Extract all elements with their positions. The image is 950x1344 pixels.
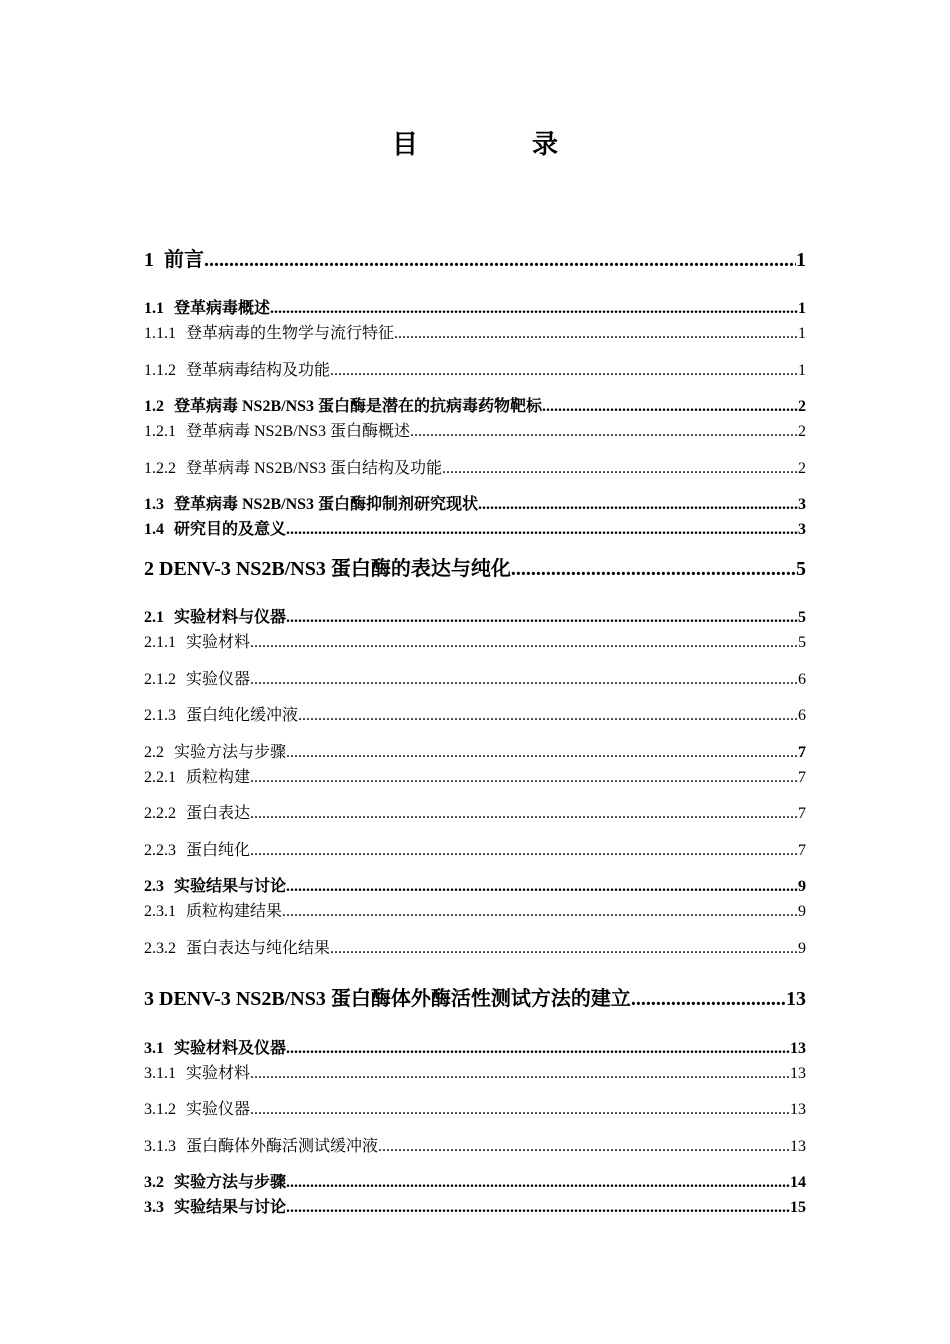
leader-dots (250, 1101, 790, 1119)
toc-entry-2-1-1[interactable] (144, 629, 806, 652)
leader-dots (394, 325, 798, 343)
toc-entry-label: 2.1.2 实验仪器 (144, 671, 251, 688)
toc-page-number: 5 (798, 634, 806, 651)
toc-page-number: 6 (798, 707, 806, 724)
toc-page-number: 1 (796, 249, 806, 271)
toc-page-number: 2 (798, 398, 806, 415)
toc-entry-label: 3.1.1 实验材料 (144, 1065, 251, 1082)
toc-page-number: 3 (798, 521, 806, 538)
toc-page-number: 15 (790, 1199, 806, 1216)
leader-dots (542, 398, 798, 416)
leader-dots (631, 988, 786, 1011)
toc-entry-1-1-2[interactable] (144, 357, 806, 380)
leader-dots (511, 558, 796, 581)
toc-entry-2-2-2[interactable] (144, 800, 806, 823)
toc-page-number: 9 (798, 903, 806, 920)
toc-entry-label: 2.2.2 蛋白表达 (144, 805, 251, 822)
toc-entry-label: 2.2.3 蛋白纯化 (144, 842, 251, 859)
leader-dots (250, 634, 798, 652)
toc-entry-2-1-2[interactable] (144, 666, 806, 689)
toc-entry-label: 2.1 实验材料与仪器 (144, 609, 287, 626)
toc-entry-2-2-3[interactable] (144, 837, 806, 860)
toc-entry-label: 1.3 登革病毒 NS2B/NS3 蛋白酶抑制剂研究现状 (144, 496, 479, 513)
leader-dots (330, 940, 798, 958)
leader-dots (442, 460, 798, 478)
toc-entry-label: 2.2 实验方法与步骤 (144, 744, 287, 761)
toc-page-number: 13 (790, 1065, 806, 1082)
leader-dots (250, 1065, 790, 1083)
leader-dots (286, 521, 798, 539)
toc-entry-label: 3.2 实验方法与步骤 (144, 1174, 287, 1191)
toc-page-number: 5 (798, 609, 806, 626)
leader-dots (286, 1174, 790, 1192)
toc-entry-label: 3.1 实验材料及仪器 (144, 1040, 287, 1057)
toc-entry-label: 2.1.1 实验材料 (144, 634, 251, 651)
toc-entry-1-2-1[interactable] (144, 418, 806, 441)
toc-page-number: 2 (798, 423, 806, 440)
toc-entry-3-1-3[interactable] (144, 1133, 806, 1156)
toc-entry-2-3-2[interactable] (144, 935, 806, 958)
toc-entry-label: 1.2.2 登革病毒 NS2B/NS3 蛋白结构及功能 (144, 460, 443, 477)
toc-entry-3[interactable] (144, 982, 806, 1011)
leader-dots (250, 769, 798, 787)
toc-entry-2-1[interactable] (144, 604, 806, 627)
toc-page-number: 7 (798, 744, 806, 761)
leader-dots (298, 707, 798, 725)
toc-page-number: 13 (790, 1101, 806, 1118)
toc-entry-1-1-1[interactable] (144, 320, 806, 343)
leader-dots (250, 805, 798, 823)
leader-dots (204, 249, 796, 272)
leader-dots (378, 1138, 790, 1156)
toc-page-number: 13 (790, 1040, 806, 1057)
toc-page-number: 14 (790, 1174, 806, 1191)
toc-entry-2-2[interactable] (144, 739, 806, 762)
toc-entry-label: 3 DENV-3 NS2B/NS3 蛋白酶体外酶活性测试方法的建立 (144, 988, 631, 1010)
leader-dots (250, 671, 798, 689)
toc-entry-2-2-1[interactable] (144, 764, 806, 787)
toc-entry-3-1-2[interactable] (144, 1096, 806, 1119)
toc-entry-2-3-1[interactable] (144, 898, 806, 921)
leader-dots (478, 496, 798, 514)
leader-dots (286, 1199, 790, 1217)
toc-page-number: 1 (798, 325, 806, 342)
toc-page-number: 9 (798, 940, 806, 957)
toc-entry-label: 2.2.1 质粒构建 (144, 769, 251, 786)
toc-entry-3-1[interactable] (144, 1035, 806, 1058)
toc-title: 目 录 (391, 130, 602, 159)
toc-entry-label: 2.3.1 质粒构建结果 (144, 903, 283, 920)
toc-entry-1[interactable] (144, 243, 806, 272)
leader-dots (282, 903, 798, 921)
toc-entry-1-2-2[interactable] (144, 455, 806, 478)
toc-page-number: 13 (790, 1138, 806, 1155)
leader-dots (286, 744, 798, 762)
toc-entry-label: 1.1 登革病毒概述 (144, 300, 271, 317)
toc-page-number: 1 (798, 362, 806, 379)
toc-page-number: 13 (786, 988, 806, 1010)
toc-page-number: 7 (798, 805, 806, 822)
toc-page-number: 1 (798, 300, 806, 317)
toc-page-number: 7 (798, 842, 806, 859)
toc-entry-label: 1.1.2 登革病毒结构及功能 (144, 362, 331, 379)
toc-entry-label: 2 DENV-3 NS2B/NS3 蛋白酶的表达与纯化 (144, 558, 511, 580)
toc-entry-3-1-1[interactable] (144, 1060, 806, 1083)
leader-dots (286, 878, 798, 896)
leader-dots (250, 842, 798, 860)
toc-entry-label: 2.3.2 蛋白表达与纯化结果 (144, 940, 331, 957)
toc-entry-2[interactable] (144, 552, 806, 581)
toc-page-number: 6 (798, 671, 806, 688)
leader-dots (330, 362, 798, 380)
toc-entry-2-3[interactable] (144, 873, 806, 896)
toc-entry-label: 3.1.3 蛋白酶体外酶活测试缓冲液 (144, 1138, 379, 1155)
toc-entry-3-3[interactable] (144, 1194, 806, 1217)
leader-dots (286, 1040, 790, 1058)
toc-entry-1-4[interactable] (144, 516, 806, 539)
toc-entry-label: 1.4 研究目的及意义 (144, 521, 287, 538)
leader-dots (286, 609, 798, 627)
leader-dots (270, 300, 798, 318)
toc-entry-1-2[interactable] (144, 393, 806, 416)
toc-page-number: 3 (798, 496, 806, 513)
toc-entry-label: 2.1.3 蛋白纯化缓冲液 (144, 707, 299, 724)
toc-entry-label: 1.2 登革病毒 NS2B/NS3 蛋白酶是潜在的抗病毒药物靶标 (144, 398, 543, 415)
toc-page-number: 7 (798, 769, 806, 786)
toc-page-number: 2 (798, 460, 806, 477)
toc-entry-label: 1 前言 (144, 249, 204, 271)
toc-page-number: 9 (798, 878, 806, 895)
toc-entry-2-1-3[interactable] (144, 702, 806, 725)
toc-page-number: 5 (796, 558, 806, 580)
toc-entry-1-1[interactable] (144, 295, 806, 318)
toc-entry-1-3[interactable] (144, 491, 806, 514)
leader-dots (410, 423, 798, 441)
toc-entry-3-2[interactable] (144, 1169, 806, 1192)
toc-entry-label: 3.3 实验结果与讨论 (144, 1199, 287, 1216)
toc-entry-label: 3.1.2 实验仪器 (144, 1101, 251, 1118)
toc-entry-label: 1.1.1 登革病毒的生物学与流行特征 (144, 325, 395, 342)
toc-entry-label: 1.2.1 登革病毒 NS2B/NS3 蛋白酶概述 (144, 423, 411, 440)
toc-entry-label: 2.3 实验结果与讨论 (144, 878, 287, 895)
